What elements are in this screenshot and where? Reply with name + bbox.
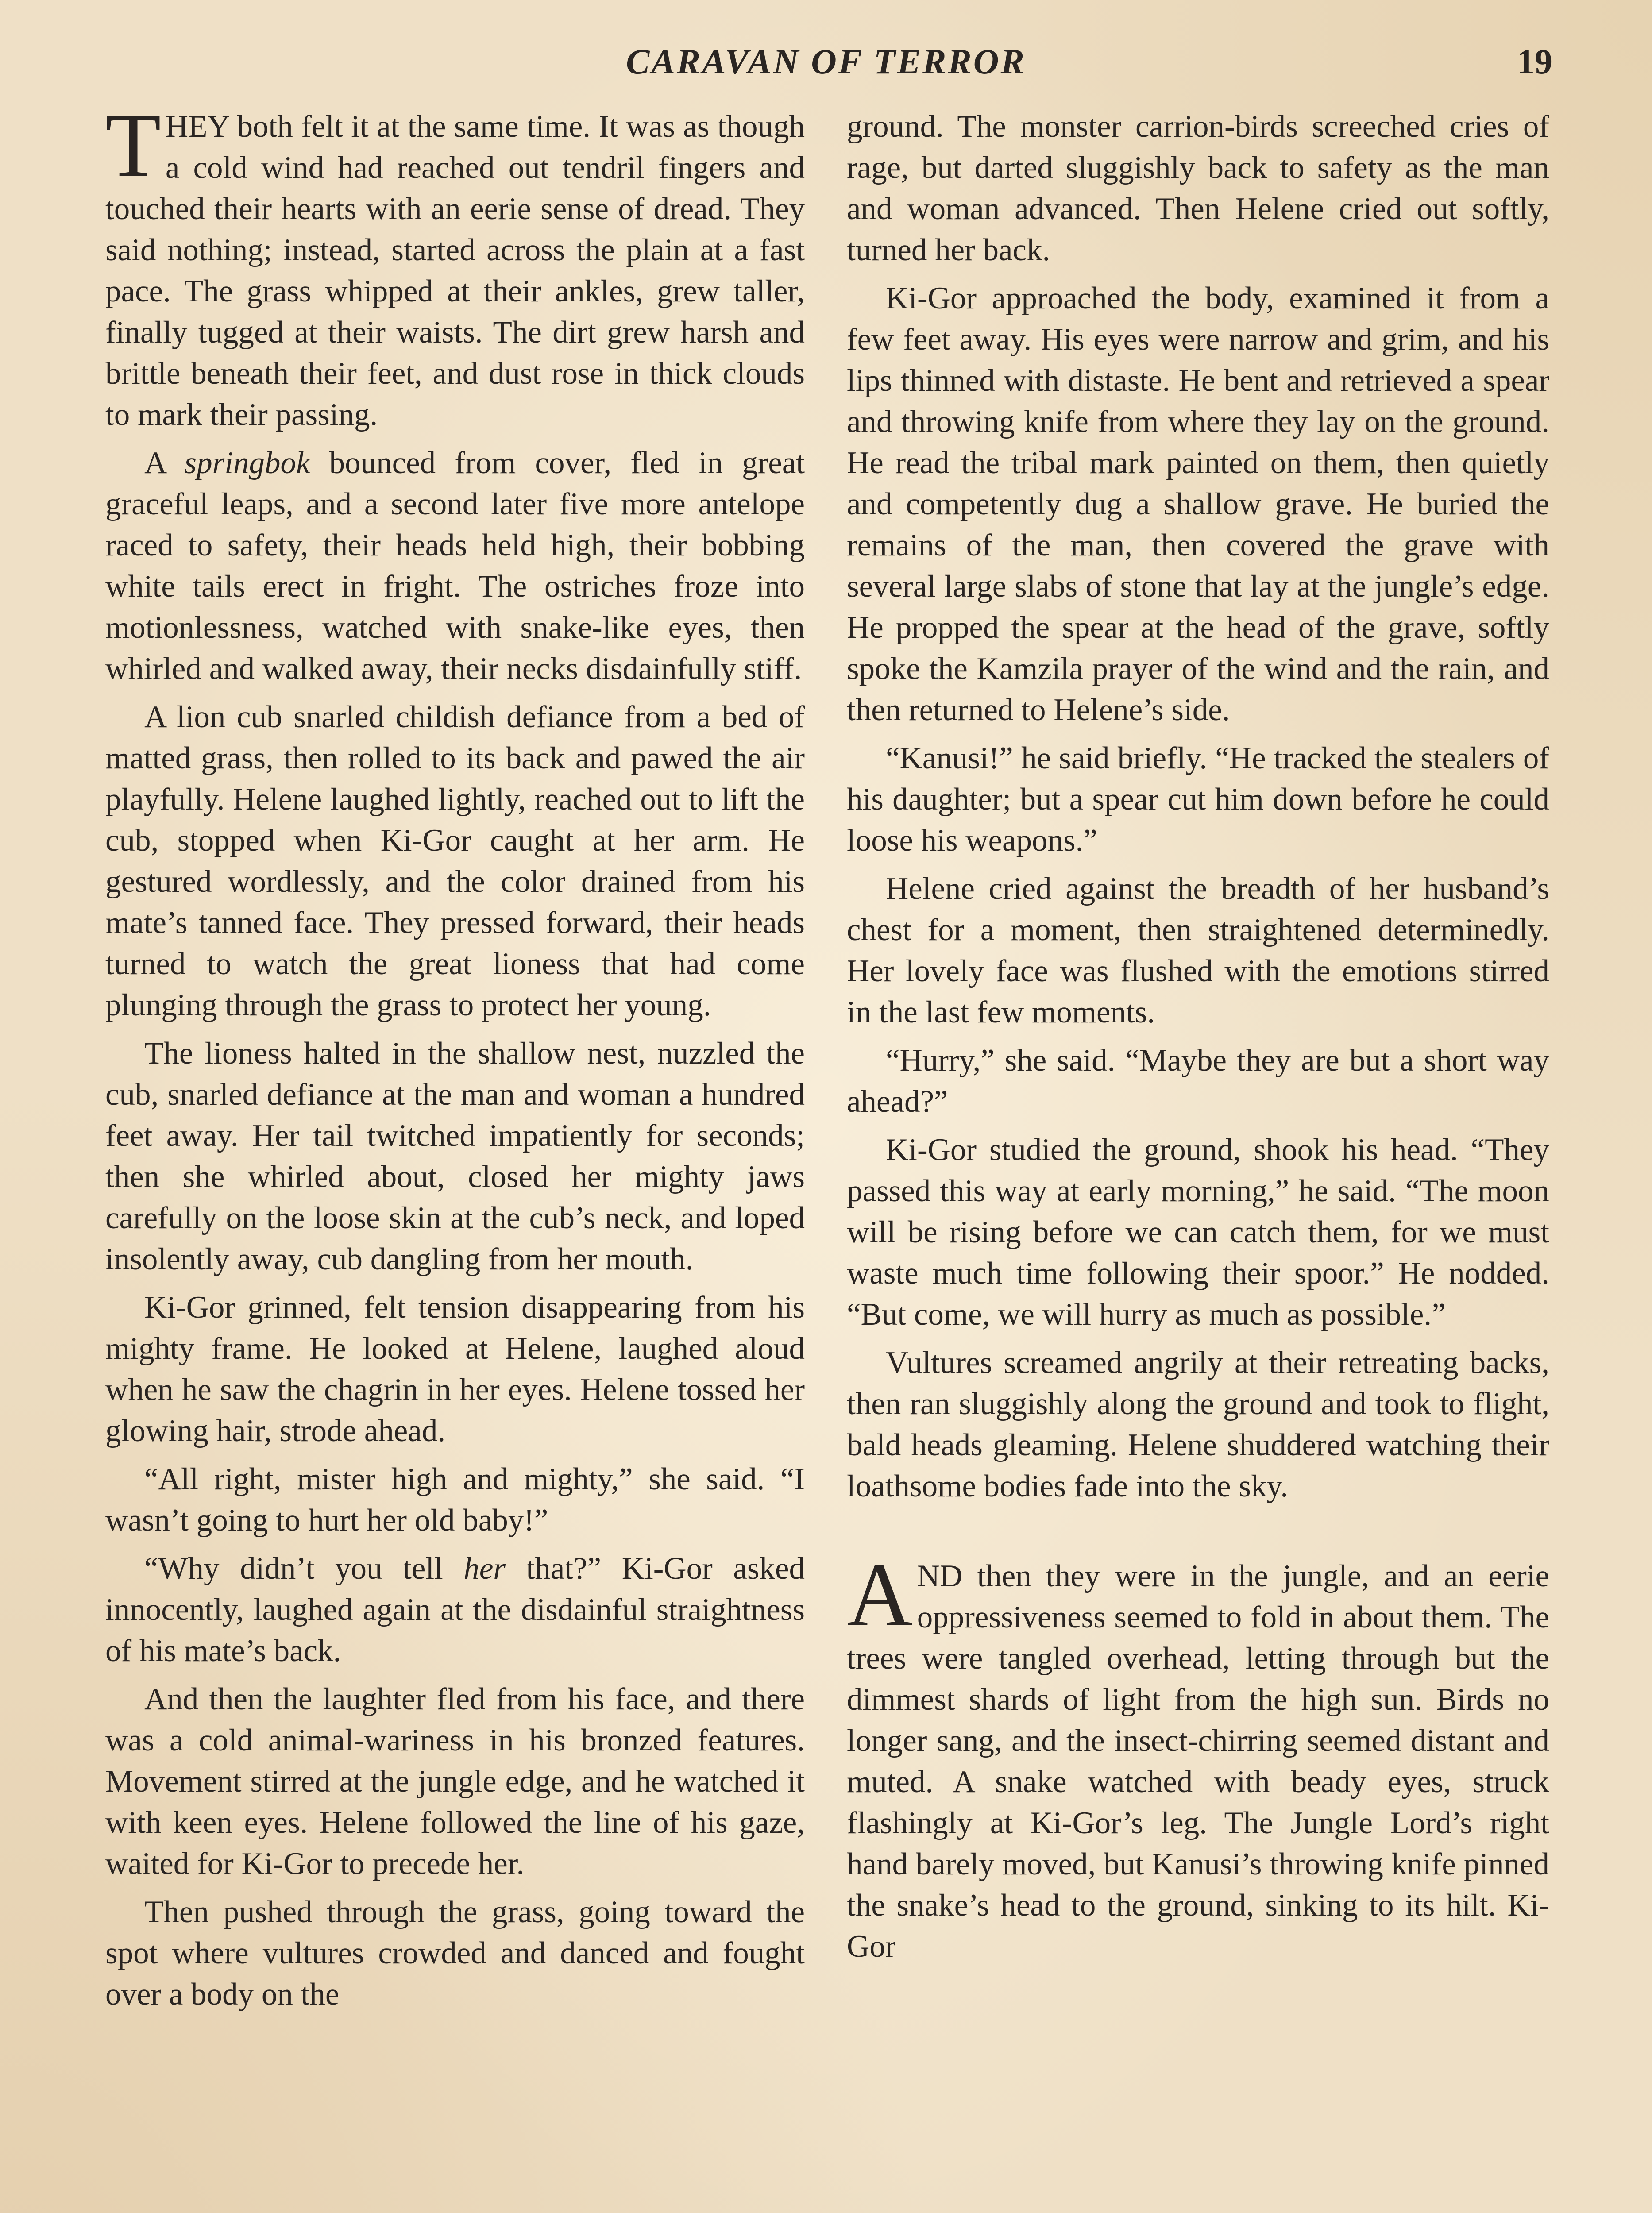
drop-cap: T [105,106,161,196]
paragraph-14: Ki-Gor studied the ground, shook his head. “They passed this way at early morning,” he said. “The moon will be rising before we can catch them, for we must waste much time following their spoor.” He nodded. “But come, we will hurry as much as possible.” [847,1133,1549,1332]
running-title: CARAVAN OF TERROR [626,42,1026,81]
paragraph-7-text: that?” Ki-Gor asked innocently, laughed again at the disdainful straightness of his mate’s back. [105,1551,805,1668]
drop-cap: A [847,1544,913,1645]
paragraph-7 [105,1548,805,1672]
paragraph-16 [847,1544,1549,1967]
paragraph-9: Then pushed through the grass, going toward the spot where vultures crowded and danced and fought over a body on the [105,1895,805,2012]
paragraph-2-start: A [144,446,185,480]
paragraph-2-text: bounced from cover, fled in great graceful leaps, and a second later five more antelope raced to safety, their heads held high, their bobbing white tails erect in fright. The ostriches froze into motionlessness, watched with snake-like eyes, then whirled and walked away, their necks disdainfully stiff. [105,446,805,686]
paragraph-13: “Hurry,” she said. “Maybe they are but a short way ahead?” [847,1043,1549,1119]
page-number: 19 [1517,42,1552,81]
page-header [0,42,1652,95]
her-italic: her [463,1551,506,1586]
paragraph-1 [105,106,805,436]
right-column [847,106,1549,2213]
paragraph-6: “All right, mister high and mighty,” she said. “I wasn’t going to hurt her old baby!” [105,1462,805,1538]
paragraph-15: Vultures screamed angrily at their retreating backs, then ran sluggishly along the ground and took to flight, bald heads gleaming. Helene shuddered watching their loathsome bodies fade into the sky. [847,1346,1549,1504]
paragraph-16-text: ND then they were in the jungle, and an eerie oppressiveness seemed to fold in about them. The trees were tangled overhead, letting through but the dimmest shards of light from the high sun. Birds no longer sang, and the insect-chirring seemed distant and muted. A snake watched with beady eyes, struck flashingly at Ki-Gor’s leg. The Jungle Lord’s right hand barely moved, but Kanusi’s throwing knife pinned the snake’s head to the ground, sinking to its hilt. Ki-Gor [847,1559,1549,1964]
paragraph-10: Ki-Gor approached the body, examined it from a few feet away. His eyes were narrow and grim, and his lips thinned with distaste. He bent and retrieved a spear and throwing knife from where they lay on the ground. He read the tribal mark painted on them, then quietly and competently dug a shallow grave. He buried the remains of the man, then covered the grave with several large slabs of stone that lay at the jungle’s edge. He propped the spear at the head of the grave, softly spoke the Kamzila prayer of the wind and the rain, and then returned to Helene’s side. [847,281,1549,727]
left-column [105,106,805,2213]
paragraph-5: Ki-Gor grinned, felt tension disappearing from his mighty frame. He looked at Helene, laughed aloud when he saw the chagrin in her eyes. Helene tossed her glowing hair, strode ahead. [105,1290,805,1448]
paragraph-7-start: “Why didn’t you tell [144,1551,464,1586]
paragraph-continued: ground. The monster carrion-birds screeched cries of rage, but darted sluggishly back to safety as the man and woman advanced. Then Helene cried out softly, turned her back. [847,109,1549,267]
paragraph-1-text: HEY both felt it at the same time. It was as though a cold wind had reached out tendril fingers and touched their hearts with an eerie sense of dread. They said nothing; instead, started across the plain at a fast pace. The grass whipped at their ankles, grew taller, finally tugged at their waists. The dirt grew harsh and brittle beneath their feet, and dust rose in thick clouds to mark their passing. [105,109,805,432]
paragraph-2 [105,443,805,690]
paragraph-11: “Kanusi!” he said briefly. “He tracked the stealers of his daughter; but a spear cut him down before he could loose his weapons.” [847,741,1549,858]
paragraph-3: A lion cub snarled childish defiance from a bed of matted grass, then rolled to its back and pawed the air playfully. Helene laughed lightly, reached out to lift the cub, stopped when Ki-Gor caught at her arm. He gestured wordlessly, and the color drained from his mate’s tanned face. They pressed forward, their heads turned to watch the great lioness that had come plunging through the grass to protect her young. [105,700,805,1022]
paragraph-4: The lioness halted in the shallow nest, nuzzled the cub, snarled defiance at the man and woman a hundred feet away. Her tail twitched impatiently for seconds; then she whirled about, closed her mighty jaws carefully on the loose skin at the cub’s neck, and loped insolently away, cub dangling from her mouth. [105,1036,805,1276]
springbok-italic: springbok [184,446,310,480]
paragraph-12: Helene cried against the breadth of her husband’s chest for a moment, then straightened determinedly. Her lovely face was flushed with the emotions stirred in the last few moments. [847,871,1549,1029]
paragraph-8: And then the laughter fled from his face, and there was a cold animal-wariness in his bronzed features. Movement stirred at the jungle edge, and he watched it with keen eyes. Helene followed the line of his gaze, waited for Ki-Gor to precede her. [105,1682,805,1881]
